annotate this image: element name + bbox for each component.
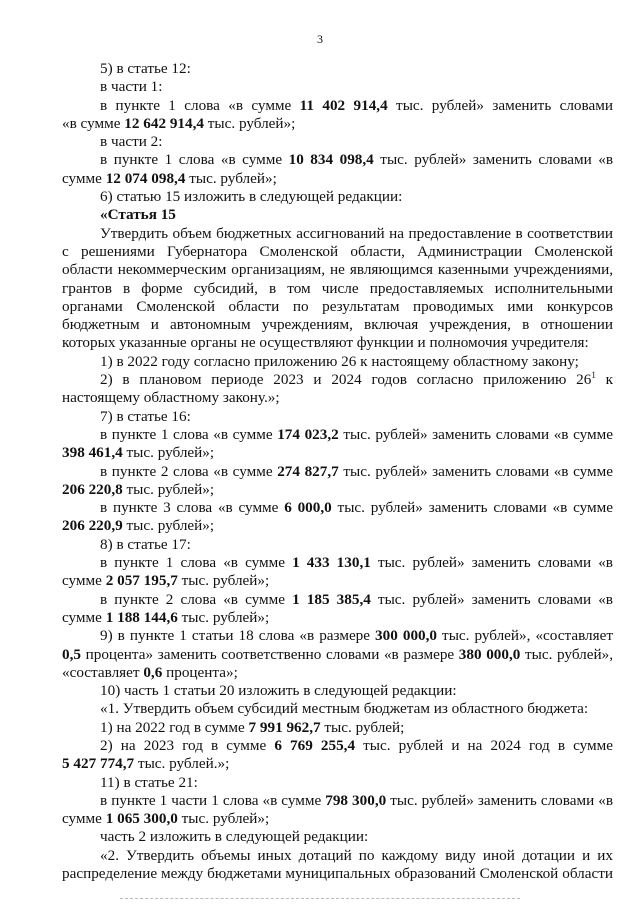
- line-a6: в пункте 1 слова «в сумме 10 834 098,4 тыс. рублей» заменить словами «в: [100, 151, 613, 169]
- line-a3: в пункте 1 слова «в сумме 11 402 914,4 тыс. рублей» заменить словами: [100, 96, 613, 114]
- line-article17: 8) в статье 17:: [100, 535, 191, 553]
- line-g6: распределение между бюджетами муниципальных образований Смоленской области: [62, 865, 613, 883]
- line-d4: в пункте 2 слова «в сумме 1 185 385,4 тыс. рублей» заменить словами «в: [100, 590, 613, 608]
- line-a4: «в сумме 12 642 914,4 тыс. рублей»;: [62, 114, 296, 132]
- line-c3: 398 461,4 тыс. рублей»;: [62, 444, 215, 462]
- line-a7: сумме 12 074 098,4 тыс. рублей»;: [62, 169, 277, 187]
- line-g5: «2. Утвердить объемы иных дотаций по каждому виду иной дотации и их: [100, 846, 613, 864]
- line-b10: настоящему областному закону.»;: [62, 389, 280, 407]
- line-f2: «1. Утвердить объем субсидий местным бюджетам из областного бюджета:: [100, 700, 589, 718]
- article15-heading: «Статья 15: [100, 206, 176, 224]
- line-g4: часть 2 изложить в следующей редакции:: [100, 828, 369, 846]
- line-c6: в пункте 3 слова «в сумме 6 000,0 тыс. рублей» заменить словами «в сумме: [100, 499, 613, 517]
- line-d5: сумме 1 188 144,6 тыс. рублей»;: [62, 608, 270, 626]
- line-c7: 206 220,9 тыс. рублей»;: [62, 517, 215, 535]
- line-d3: сумме 2 057 195,7 тыс. рублей»;: [62, 572, 270, 590]
- line-e1: 9) в пункте 1 статьи 18 слова «в размере 300 000,0 тыс. рублей», «составляет: [100, 627, 613, 645]
- line-f5: 5 427 774,7 тыс. рублей.»;: [62, 755, 230, 773]
- document-body: [62, 60, 613, 883]
- line-g3: сумме 1 065 300,0 тыс. рублей»;: [62, 810, 270, 828]
- line-article12: 5) в статье 12:: [100, 60, 191, 77]
- line-b6: бюджетным и автономным учреждениям, включая учреждения, в отношении: [62, 316, 613, 334]
- line-c5: 206 220,8 тыс. рублей»;: [62, 480, 215, 498]
- line-f4: 2) на 2023 год в сумме 6 769 255,4 тыс. рублей и на 2024 год в сумме: [100, 736, 614, 754]
- line-f1: 10) часть 1 статьи 20 изложить в следующей редакции:: [100, 682, 457, 700]
- line-part2: в части 2:: [100, 133, 163, 151]
- line-f3: 1) на 2022 год в сумме 7 991 962,7 тыс. рублей;: [100, 718, 405, 736]
- line-d2: в пункте 1 слова «в сумме 1 433 130,1 тыс. рублей» заменить словами «в: [100, 554, 613, 572]
- line-b2: с решениями Губернатора Смоленской области, Администрации Смоленской: [62, 242, 613, 260]
- line-b1: Утвердить объем бюджетных ассигнований на предоставление в соответствии: [100, 224, 613, 242]
- line-c2: в пункте 1 слова «в сумме 174 023,2 тыс. рублей» заменить словами «в сумме: [100, 425, 613, 443]
- line-c4: в пункте 2 слова «в сумме 274 827,7 тыс. рублей» заменить словами «в сумме: [100, 462, 613, 480]
- page-number: 3: [317, 32, 323, 46]
- line-part1: в части 1:: [100, 78, 163, 96]
- line-e2: 0,5 процента» заменить соответственно словами «в размере 380 000,0 тыс. рублей»,: [62, 645, 614, 663]
- scan-footer-artifact: [120, 898, 520, 902]
- line-b5: органами Смоленской области по результатам проводимых ими конкурсов: [62, 297, 613, 315]
- line-e3: «составляет 0,6 процента»;: [62, 663, 238, 681]
- line-b9: 2) в плановом периоде 2023 и 2024 годов согласно приложению $26^1$ к: [100, 369, 613, 389]
- line-article21: 11) в статье 21:: [100, 773, 198, 791]
- line-article16: 7) в статье 16:: [100, 407, 191, 425]
- line-b7: которых указанные органы не осуществляют функции и полномочия учредителя:: [62, 334, 589, 352]
- line-g2: в пункте 1 части 1 слова «в сумме 798 300,0 тыс. рублей» заменить словами «в: [100, 791, 614, 809]
- line-article15-intro: 6) статью 15 изложить в следующей редакции:: [100, 188, 403, 206]
- line-b8: 1) в 2022 году согласно приложению 26 к настоящему областному закону;: [100, 352, 579, 370]
- line-b3: области некоммерческим организациям, не являющимся казенными учреждениями,: [62, 261, 613, 279]
- line-b4: грантов в форме субсидий, в том числе предоставляемых исполнительными: [62, 279, 613, 297]
